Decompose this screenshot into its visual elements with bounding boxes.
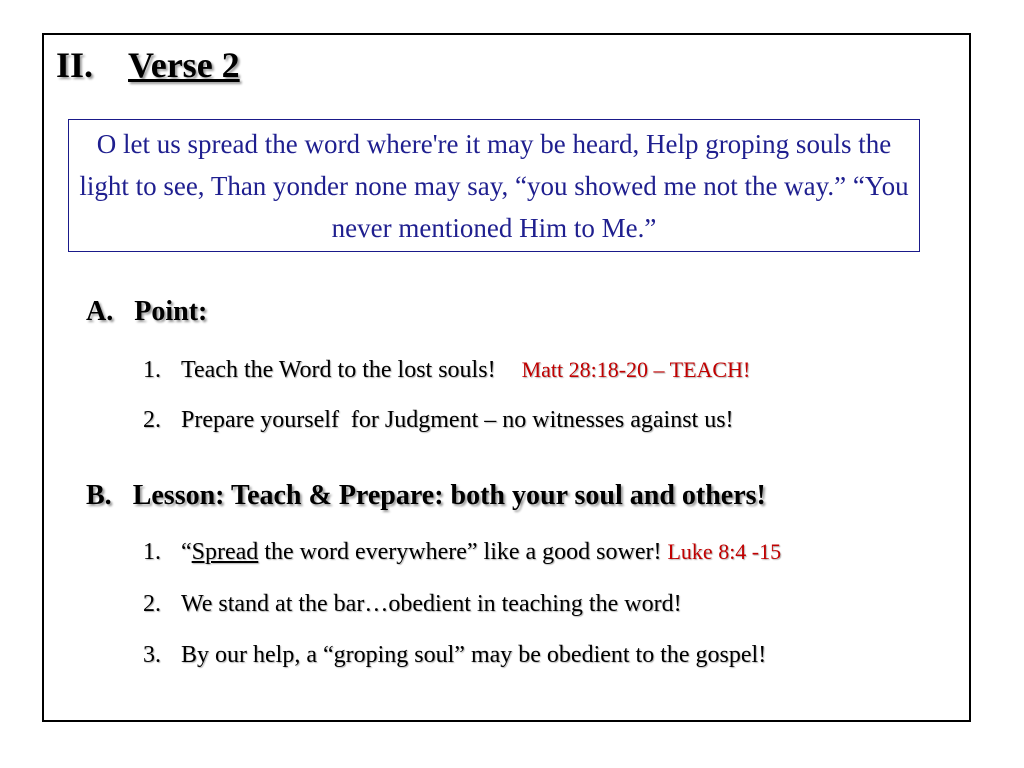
list-item xyxy=(143,539,781,566)
section-a-label: A. xyxy=(86,296,114,327)
section-a-title: Point: xyxy=(134,296,208,327)
section-a-heading xyxy=(86,296,207,328)
item-text: the word everywhere” like a good sower! xyxy=(258,539,668,565)
list-item xyxy=(143,642,766,669)
scripture-reference: Matt 28:18-20 – TEACH! xyxy=(521,357,751,382)
slide-heading xyxy=(56,44,240,86)
list-item xyxy=(143,407,734,434)
verse-box xyxy=(68,119,920,252)
item-text: Prepare yourself for Judgment – no witnesses against us! xyxy=(181,407,734,433)
item-text: By our help, a “groping soul” may be obedient to the gospel! xyxy=(181,642,767,668)
list-item xyxy=(143,591,682,618)
item-open-quote: “ xyxy=(181,539,192,565)
section-b-title: Lesson: Teach & Prepare: both your soul and others! xyxy=(132,480,766,511)
section-b-heading xyxy=(86,480,766,512)
verse-text: O let us spread the word where're it may be heard, Help groping souls the light to see, Than yonder none may say, “you showed me not the way.” “You never mentioned Him to Me.” xyxy=(79,128,909,243)
item-number: 1. xyxy=(143,539,161,565)
list-item xyxy=(143,357,750,384)
item-number: 2. xyxy=(143,591,161,617)
scripture-reference: Luke 8:4 -15 xyxy=(667,539,782,564)
heading-number: II. xyxy=(56,45,94,85)
item-number: 1. xyxy=(143,357,161,383)
heading-title: Verse 2 xyxy=(128,45,240,85)
item-text: Teach the Word to the lost souls! xyxy=(181,357,496,383)
item-number: 3. xyxy=(143,642,161,668)
item-number: 2. xyxy=(143,407,161,433)
item-text: We stand at the bar…obedient in teaching the word! xyxy=(181,591,682,617)
section-b-label: B. xyxy=(86,480,112,511)
item-underlined-word: Spread xyxy=(191,539,259,565)
